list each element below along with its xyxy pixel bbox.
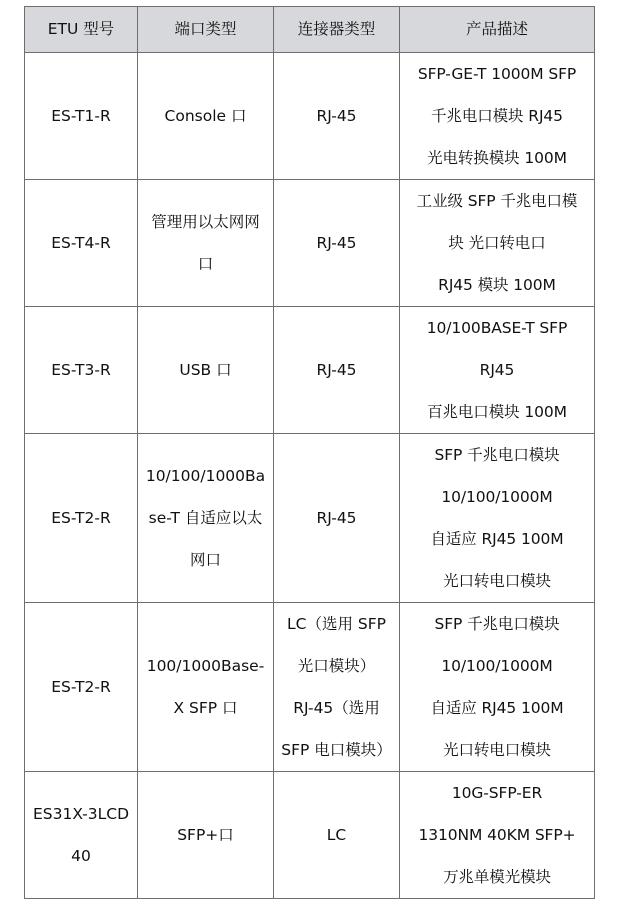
header-product-description: 产品描述 [400,7,595,53]
table-row [25,53,595,180]
table-row [25,434,595,603]
cell-connector-type [274,603,400,772]
cell-product-description [400,434,595,603]
cell-port-type [138,434,274,603]
cell-text-line: USB 口 [179,361,232,379]
cell-etu-model [25,603,138,772]
cell-text-line: 管理用以太网网 [151,213,260,231]
table-row [25,772,595,899]
cell-text-line: ES-T2-R [51,678,111,696]
cell-port-type [138,307,274,434]
cell-text-line: 万兆单模光模块 [443,868,551,886]
cell-text-line: ES-T2-R [51,509,111,527]
cell-connector-type [274,772,400,899]
table-header [25,7,595,53]
cell-text-line: X SFP 口 [173,699,238,717]
cell-text-line: ES31X-3LCD [32,805,130,823]
cell-text-line: 网口 [189,551,221,569]
cell-text-line: RJ45 模块 100M [438,276,556,294]
header-connector-type: 连接器类型 [274,7,400,53]
cell-text-line: SFP-GE-T 1000M SFP [417,65,577,83]
cell-text-line: LC（选用 SFP [287,615,386,633]
cell-text-line: ES-T3-R [51,361,111,379]
table-body [25,53,595,899]
cell-text-line: ES-T4-R [51,234,111,252]
cell-text-line: 光口模块） [297,657,376,675]
cell-text-line: 1310NM 40KM SFP+ [418,826,576,844]
cell-text-line: LC [326,826,347,844]
cell-text-line: 光电转换模块 100M [427,149,567,167]
cell-text-line: Console 口 [164,107,247,125]
cell-text-line: ES-T1-R [51,107,111,125]
cell-text-line: 10/100BASE-T SFP [426,319,568,337]
cell-text-line: 千兆电口模块 RJ45 [431,107,563,125]
cell-connector-type [274,434,400,603]
cell-text-line: 100/1000Base- [146,657,265,675]
cell-port-type [138,772,274,899]
table-row [25,180,595,307]
cell-text-line: SFP+口 [177,826,234,844]
cell-text-line: 10/100/1000M [441,488,553,506]
cell-connector-type [274,180,400,307]
cell-text-line: 10/100/1000Ba [145,467,266,485]
cell-product-description [400,53,595,180]
cell-port-type [138,180,274,307]
cell-text-line: RJ45 [479,361,515,379]
cell-text-line: 百兆电口模块 100M [427,403,567,421]
cell-etu-model [25,53,138,180]
table-row [25,307,595,434]
cell-product-description [400,603,595,772]
cell-text-line: RJ-45 [316,361,357,379]
cell-product-description [400,307,595,434]
cell-text-line: 40 [71,847,91,865]
etu-spec-table [24,6,595,899]
cell-product-description [400,180,595,307]
cell-etu-model [25,307,138,434]
cell-text-line: se-T 自适应以太 [148,509,263,527]
cell-text-line: RJ-45 [316,234,357,252]
cell-text-line: SFP 千兆电口模块 [434,615,560,633]
header-row [25,7,595,53]
cell-etu-model [25,180,138,307]
cell-text-line: 块 光口转电口 [448,234,546,252]
table-row [25,603,595,772]
cell-port-type [138,53,274,180]
header-etu-model: ETU 型号 [25,7,138,53]
cell-text-line: 自适应 RJ45 100M [430,530,564,548]
cell-port-type [138,603,274,772]
cell-text-line: 工业级 SFP 千兆电口模 [416,192,578,210]
cell-text-line: RJ-45 [316,107,357,125]
cell-connector-type [274,53,400,180]
cell-etu-model [25,434,138,603]
cell-text-line: 10/100/1000M [441,657,553,675]
cell-text-line: SFP 电口模块） [281,741,392,759]
cell-text-line: 10G-SFP-ER [451,784,543,802]
cell-text-line: 自适应 RJ45 100M [430,699,564,717]
cell-text-line: 光口转电口模块 [443,741,551,759]
cell-text-line: 口 [197,255,214,273]
cell-connector-type [274,307,400,434]
cell-text-line: SFP 千兆电口模块 [434,446,560,464]
header-port-type: 端口类型 [138,7,274,53]
cell-text-line: RJ-45（选用 [293,699,380,717]
cell-text-line: RJ-45 [316,509,357,527]
cell-product-description [400,772,595,899]
cell-etu-model [25,772,138,899]
cell-text-line: 光口转电口模块 [443,572,551,590]
